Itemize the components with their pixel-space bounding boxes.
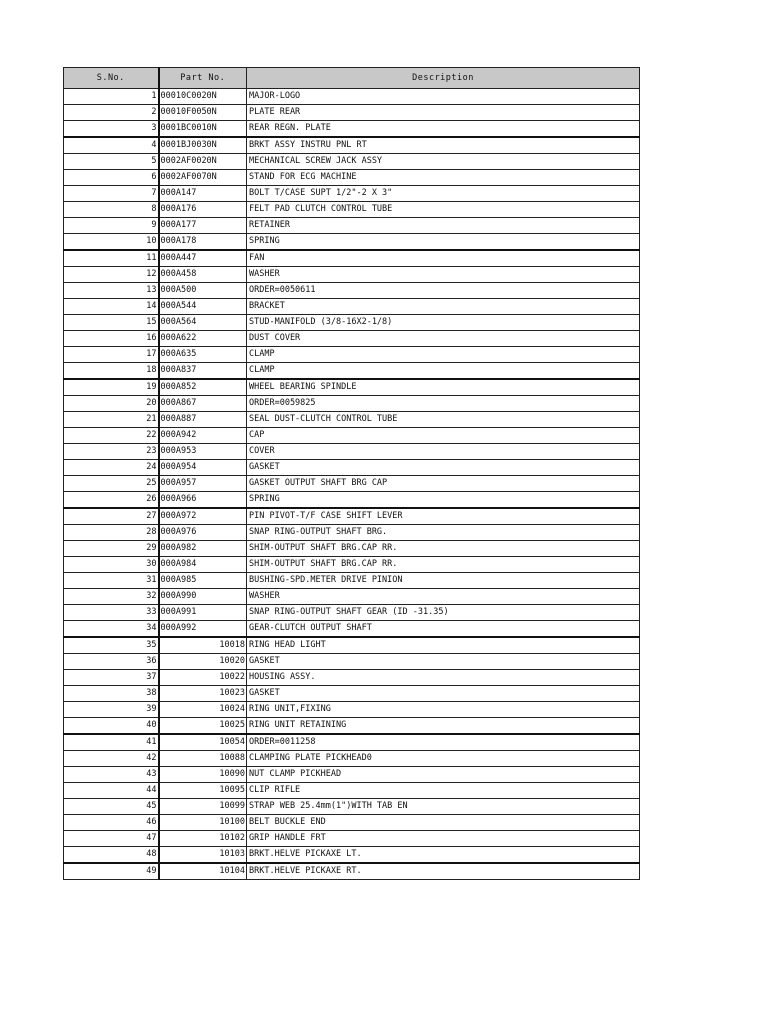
cell-sno: 21: [64, 412, 159, 428]
cell-sno: 13: [64, 283, 159, 299]
cell-part-no: 000A990: [159, 589, 247, 605]
cell-part-no: 000A177: [159, 218, 247, 234]
cell-part-no: 10023: [159, 686, 247, 702]
cell-sno: 23: [64, 444, 159, 460]
cell-part-no: 000A176: [159, 202, 247, 218]
cell-part-no: 000A982: [159, 541, 247, 557]
cell-part-no: 10104: [159, 863, 247, 880]
cell-sno: 22: [64, 428, 159, 444]
cell-sno: 8: [64, 202, 159, 218]
table-row: [64, 105, 640, 121]
table-row: [64, 154, 640, 170]
cell-part-no: 000A635: [159, 347, 247, 363]
table-row: [64, 863, 640, 880]
cell-part-no: 000A972: [159, 508, 247, 525]
cell-sno: 40: [64, 718, 159, 735]
cell-sno: 26: [64, 492, 159, 509]
cell-description: BRKT.HELVE PICKAXE RT.: [247, 863, 640, 880]
cell-part-no: 000A544: [159, 299, 247, 315]
table-row: [64, 686, 640, 702]
cell-description: WASHER: [247, 267, 640, 283]
cell-description: WASHER: [247, 589, 640, 605]
cell-description: HOUSING ASSY.: [247, 670, 640, 686]
table-row: [64, 347, 640, 363]
cell-description: RING HEAD LIGHT: [247, 637, 640, 654]
table-row: [64, 460, 640, 476]
table-row: [64, 476, 640, 492]
header-row: [64, 68, 640, 89]
cell-part-no: 0001BJ0030N: [159, 137, 247, 154]
cell-sno: 9: [64, 218, 159, 234]
cell-part-no: 10022: [159, 670, 247, 686]
cell-description: GASKET OUTPUT SHAFT BRG CAP: [247, 476, 640, 492]
cell-part-no: 000A942: [159, 428, 247, 444]
table-row: [64, 654, 640, 670]
cell-description: FELT PAD CLUTCH CONTROL TUBE: [247, 202, 640, 218]
cell-part-no: 000A500: [159, 283, 247, 299]
cell-part-no: 000A622: [159, 331, 247, 347]
cell-part-no: 000A992: [159, 621, 247, 638]
table-row: [64, 218, 640, 234]
table-row: [64, 412, 640, 428]
cell-description: FAN: [247, 250, 640, 267]
cell-description: CAP: [247, 428, 640, 444]
cell-part-no: 000A984: [159, 557, 247, 573]
cell-sno: 12: [64, 267, 159, 283]
cell-part-no: 10090: [159, 767, 247, 783]
cell-description: SNAP RING-OUTPUT SHAFT GEAR (ID -31.35): [247, 605, 640, 621]
cell-part-no: 10054: [159, 734, 247, 751]
cell-description: BUSHING-SPD.METER DRIVE PINION: [247, 573, 640, 589]
table-row: [64, 557, 640, 573]
cell-description: SPRING: [247, 492, 640, 509]
cell-sno: 25: [64, 476, 159, 492]
cell-description: WHEEL BEARING SPINDLE: [247, 379, 640, 396]
table-row: [64, 444, 640, 460]
table-row: [64, 428, 640, 444]
table-row: [64, 605, 640, 621]
cell-description: GASKET: [247, 654, 640, 670]
table-row: [64, 573, 640, 589]
cell-sno: 16: [64, 331, 159, 347]
cell-part-no: 10020: [159, 654, 247, 670]
table-row: [64, 637, 640, 654]
cell-sno: 47: [64, 831, 159, 847]
cell-description: DUST COVER: [247, 331, 640, 347]
cell-sno: 44: [64, 783, 159, 799]
table-row: [64, 831, 640, 847]
table-row: [64, 379, 640, 396]
cell-sno: 43: [64, 767, 159, 783]
cell-part-no: 10103: [159, 847, 247, 864]
cell-part-no: 000A852: [159, 379, 247, 396]
header-part-no: Part No.: [159, 68, 247, 89]
table-row: [64, 847, 640, 864]
table-row: [64, 396, 640, 412]
cell-description: PLATE REAR: [247, 105, 640, 121]
cell-sno: 35: [64, 637, 159, 654]
table-row: [64, 283, 640, 299]
cell-sno: 7: [64, 186, 159, 202]
cell-sno: 37: [64, 670, 159, 686]
cell-description: RING UNIT RETAINING: [247, 718, 640, 735]
cell-sno: 30: [64, 557, 159, 573]
cell-part-no: 0002AF0020N: [159, 154, 247, 170]
cell-part-no: 000A564: [159, 315, 247, 331]
cell-sno: 41: [64, 734, 159, 751]
cell-part-no: 10024: [159, 702, 247, 718]
cell-part-no: 000A985: [159, 573, 247, 589]
cell-description: SHIM-OUTPUT SHAFT BRG.CAP RR.: [247, 557, 640, 573]
cell-description: CLAMP: [247, 363, 640, 380]
cell-part-no: 0002AF0070N: [159, 170, 247, 186]
table-body: [64, 89, 640, 880]
cell-part-no: 000A147: [159, 186, 247, 202]
cell-sno: 5: [64, 154, 159, 170]
cell-description: BELT BUCKLE END: [247, 815, 640, 831]
cell-description: ORDER=0050611: [247, 283, 640, 299]
cell-part-no: 000A867: [159, 396, 247, 412]
cell-part-no: 000A953: [159, 444, 247, 460]
cell-description: GASKET: [247, 686, 640, 702]
cell-part-no: 10025: [159, 718, 247, 735]
table-row: [64, 250, 640, 267]
cell-part-no: 10018: [159, 637, 247, 654]
cell-sno: 46: [64, 815, 159, 831]
cell-part-no: 00010F0050N: [159, 105, 247, 121]
cell-description: BRKT.HELVE PICKAXE LT.: [247, 847, 640, 864]
cell-sno: 36: [64, 654, 159, 670]
parts-table: [63, 67, 640, 880]
cell-sno: 6: [64, 170, 159, 186]
table-row: [64, 751, 640, 767]
cell-description: SEAL DUST-CLUTCH CONTROL TUBE: [247, 412, 640, 428]
cell-sno: 20: [64, 396, 159, 412]
table-row: [64, 121, 640, 138]
cell-description: ORDER=0059825: [247, 396, 640, 412]
cell-description: BOLT T/CASE SUPT 1/2"-2 X 3": [247, 186, 640, 202]
cell-description: RING UNIT,FIXING: [247, 702, 640, 718]
cell-sno: 38: [64, 686, 159, 702]
cell-sno: 31: [64, 573, 159, 589]
table-row: [64, 702, 640, 718]
table-row: [64, 670, 640, 686]
cell-sno: 29: [64, 541, 159, 557]
cell-description: SNAP RING-OUTPUT SHAFT BRG.: [247, 525, 640, 541]
table-row: [64, 525, 640, 541]
table-row: [64, 267, 640, 283]
table-row: [64, 331, 640, 347]
cell-sno: 2: [64, 105, 159, 121]
table-row: [64, 783, 640, 799]
cell-description: STRAP WEB 25.4mm(1")WITH TAB EN: [247, 799, 640, 815]
cell-part-no: 10102: [159, 831, 247, 847]
table-row: [64, 89, 640, 105]
cell-sno: 24: [64, 460, 159, 476]
cell-part-no: 10088: [159, 751, 247, 767]
table-row: [64, 718, 640, 735]
cell-description: COVER: [247, 444, 640, 460]
table-row: [64, 767, 640, 783]
table-row: [64, 202, 640, 218]
cell-sno: 49: [64, 863, 159, 880]
cell-sno: 42: [64, 751, 159, 767]
cell-sno: 32: [64, 589, 159, 605]
cell-description: NUT CLAMP PICKHEAD: [247, 767, 640, 783]
table-row: [64, 589, 640, 605]
cell-description: CLIP RIFLE: [247, 783, 640, 799]
header-description: Description: [247, 68, 640, 89]
cell-part-no: 000A957: [159, 476, 247, 492]
table-row: [64, 799, 640, 815]
cell-sno: 45: [64, 799, 159, 815]
cell-part-no: 000A954: [159, 460, 247, 476]
cell-description: MECHANICAL SCREW JACK ASSY: [247, 154, 640, 170]
cell-sno: 18: [64, 363, 159, 380]
table-row: [64, 299, 640, 315]
cell-part-no: 10095: [159, 783, 247, 799]
table-row: [64, 492, 640, 509]
table-row: [64, 315, 640, 331]
cell-description: REAR REGN. PLATE: [247, 121, 640, 138]
cell-part-no: 000A976: [159, 525, 247, 541]
cell-part-no: 000A991: [159, 605, 247, 621]
cell-description: GEAR-CLUTCH OUTPUT SHAFT: [247, 621, 640, 638]
cell-sno: 17: [64, 347, 159, 363]
cell-sno: 1: [64, 89, 159, 105]
cell-description: SHIM-OUTPUT SHAFT BRG.CAP RR.: [247, 541, 640, 557]
cell-part-no: 000A447: [159, 250, 247, 267]
cell-part-no: 000A837: [159, 363, 247, 380]
cell-description: BRKT ASSY INSTRU PNL RT: [247, 137, 640, 154]
header-sno: S.No.: [64, 68, 159, 89]
cell-sno: 11: [64, 250, 159, 267]
cell-sno: 28: [64, 525, 159, 541]
table-row: [64, 541, 640, 557]
cell-part-no: 000A887: [159, 412, 247, 428]
cell-sno: 3: [64, 121, 159, 138]
cell-sno: 48: [64, 847, 159, 864]
cell-description: BRACKET: [247, 299, 640, 315]
cell-sno: 27: [64, 508, 159, 525]
cell-sno: 4: [64, 137, 159, 154]
table-row: [64, 137, 640, 154]
cell-description: STUD-MANIFOLD (3/8-16X2-1/8): [247, 315, 640, 331]
cell-sno: 10: [64, 234, 159, 251]
cell-part-no: 000A458: [159, 267, 247, 283]
table-row: [64, 170, 640, 186]
cell-description: STAND FOR ECG MACHINE: [247, 170, 640, 186]
cell-part-no: 000A966: [159, 492, 247, 509]
table-row: [64, 186, 640, 202]
cell-sno: 33: [64, 605, 159, 621]
cell-description: CLAMP: [247, 347, 640, 363]
table-row: [64, 734, 640, 751]
cell-description: GASKET: [247, 460, 640, 476]
cell-sno: 15: [64, 315, 159, 331]
cell-description: SPRING: [247, 234, 640, 251]
cell-description: ORDER=0011258: [247, 734, 640, 751]
cell-part-no: 10100: [159, 815, 247, 831]
cell-sno: 39: [64, 702, 159, 718]
cell-sno: 14: [64, 299, 159, 315]
cell-description: GRIP HANDLE FRT: [247, 831, 640, 847]
table-row: [64, 621, 640, 638]
cell-sno: 19: [64, 379, 159, 396]
cell-description: PIN PIVOT-T/F CASE SHIFT LEVER: [247, 508, 640, 525]
table-row: [64, 234, 640, 251]
table-row: [64, 508, 640, 525]
cell-part-no: 000A178: [159, 234, 247, 251]
cell-part-no: 00010C0020N: [159, 89, 247, 105]
cell-description: CLAMPING PLATE PICKHEAD0: [247, 751, 640, 767]
cell-sno: 34: [64, 621, 159, 638]
cell-part-no: 0001BC0010N: [159, 121, 247, 138]
cell-description: RETAINER: [247, 218, 640, 234]
cell-part-no: 10099: [159, 799, 247, 815]
table-row: [64, 363, 640, 380]
cell-description: MAJOR-LOGO: [247, 89, 640, 105]
table-row: [64, 815, 640, 831]
